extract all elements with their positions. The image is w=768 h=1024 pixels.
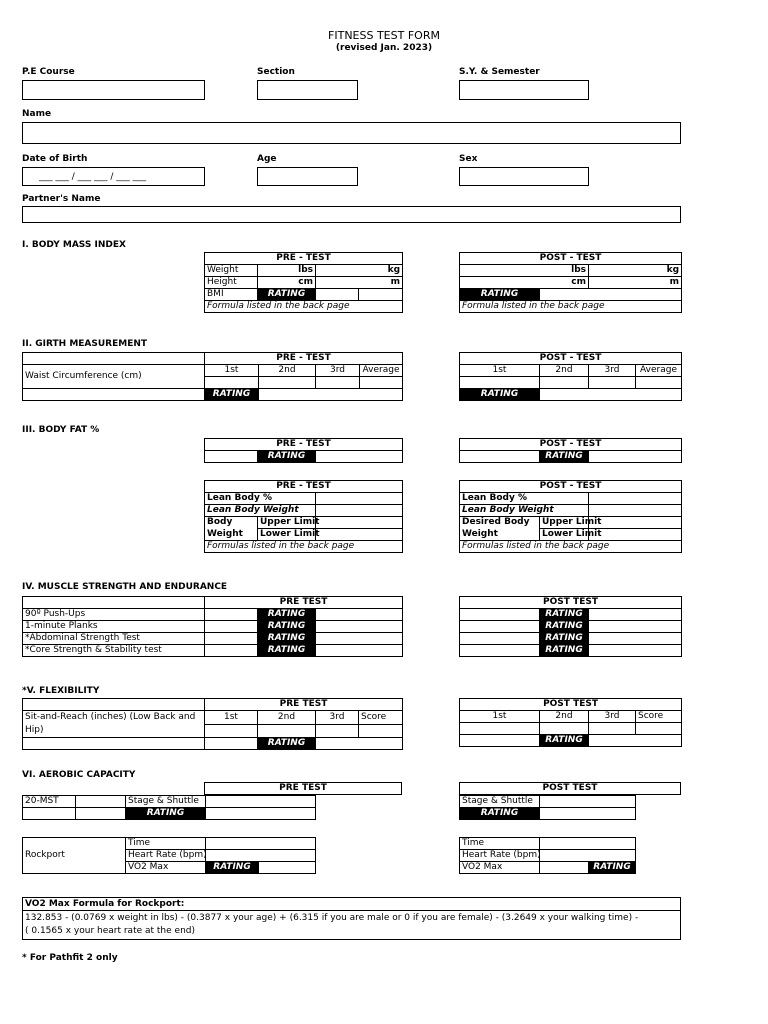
girth-cell[interactable]	[316, 377, 360, 389]
section-field[interactable]	[257, 80, 358, 100]
vo2-formula-box	[22, 897, 681, 940]
col-1st: 1st	[460, 711, 540, 723]
upper-limit-cell[interactable]	[589, 517, 682, 529]
dob-label: Date of Birth	[22, 154, 88, 164]
col-1st: 1st	[205, 365, 259, 377]
girth-cell[interactable]	[540, 377, 589, 389]
aerobic-post-header: POST TEST	[460, 783, 681, 795]
col-average: Average	[636, 365, 682, 377]
dob-field[interactable]	[22, 167, 205, 186]
rating-badge: RATING	[126, 808, 206, 820]
muscle-rating-cell[interactable]	[589, 609, 682, 621]
flex-cell[interactable]	[589, 723, 636, 735]
lean-body-weight-cell[interactable]	[589, 505, 682, 517]
girth-post-rating-cell[interactable]	[540, 389, 682, 401]
sy-semester-label: S.Y. & Semester	[459, 67, 540, 77]
heart-rate-label: Heart Rate (bpm)	[460, 850, 540, 862]
bmi-rating-cell[interactable]	[359, 289, 403, 301]
mst-cell[interactable]	[76, 796, 126, 808]
bodyfat-heading: III. BODY FAT %	[22, 425, 100, 435]
mst-rating-cell[interactable]	[206, 808, 316, 820]
col-1st: 1st	[460, 365, 540, 377]
dob-placeholder: ___ ___ / ___ ___ / ___ ___	[39, 172, 147, 182]
weight-label: Weight	[205, 529, 258, 541]
age-label: Age	[257, 154, 277, 164]
rating-badge: RATING	[205, 389, 259, 401]
bmi-post-header: POST - TEST	[460, 253, 682, 265]
rockport-pre-table	[22, 837, 316, 874]
flex-cell[interactable]	[636, 723, 682, 735]
lean-body-pct-cell[interactable]	[589, 493, 682, 505]
lean-body-pct-cell[interactable]	[316, 493, 403, 505]
col-score: Score	[636, 711, 682, 723]
mst-post-table	[459, 795, 636, 820]
rating-badge: RATING	[258, 621, 316, 633]
heart-rate-cell[interactable]	[540, 850, 636, 862]
mst-post-rating-cell[interactable]	[540, 808, 636, 820]
bmi-heading: I. BODY MASS INDEX	[22, 240, 126, 250]
muscle-post-header: POST TEST	[460, 597, 682, 609]
girth-cell[interactable]	[589, 377, 636, 389]
girth-post-table	[459, 352, 682, 401]
rating-badge: RATING	[258, 633, 316, 645]
muscle-item-label: 90º Push-Ups	[23, 609, 205, 621]
rating-badge: RATING	[206, 862, 259, 874]
rating-badge: RATING	[540, 609, 589, 621]
muscle-rating-cell[interactable]	[316, 621, 403, 633]
col-2nd: 2nd	[540, 711, 589, 723]
col-score: Score	[359, 711, 403, 725]
muscle-cell[interactable]	[205, 609, 258, 621]
rating-badge: RATING	[540, 451, 589, 463]
lbs-unit: lbs	[460, 265, 589, 277]
cm-unit: cm	[460, 277, 589, 289]
page-title: FITNESS TEST FORM	[328, 29, 440, 42]
bodyfat-cell[interactable]	[460, 451, 540, 463]
time-label: Time	[460, 838, 540, 850]
muscle-pre-table	[22, 596, 403, 657]
muscle-cell[interactable]	[205, 633, 258, 645]
vo2-max-label: VO2 Max	[126, 862, 206, 874]
muscle-cell[interactable]	[460, 609, 540, 621]
age-field[interactable]	[257, 167, 358, 186]
name-label: Name	[22, 109, 52, 119]
kg-unit: kg	[316, 265, 403, 277]
aerobic-post-header-table	[459, 782, 681, 795]
rating-badge: RATING	[460, 289, 540, 301]
rating-badge: RATING	[589, 862, 636, 874]
body-label: Body	[205, 517, 258, 529]
flex-cell[interactable]	[359, 724, 403, 738]
bodyfat-post-detail-table	[459, 480, 682, 553]
muscle-rating-cell[interactable]	[589, 621, 682, 633]
heart-rate-label: Heart Rate (bpm)	[126, 850, 206, 862]
partner-label: Partner's Name	[22, 194, 101, 204]
col-3rd: 3rd	[316, 365, 360, 377]
muscle-cell[interactable]	[460, 633, 540, 645]
kg-unit: kg	[589, 265, 682, 277]
muscle-cell[interactable]	[205, 621, 258, 633]
m-unit: m	[316, 277, 403, 289]
formula-note: Formula listed in the back page	[460, 301, 682, 313]
col-3rd: 3rd	[589, 711, 636, 723]
bmi-pre-table	[204, 252, 403, 313]
lower-limit-cell[interactable]	[316, 529, 403, 541]
girth-pre-header: PRE - TEST	[205, 353, 403, 365]
girth-cell[interactable]	[460, 377, 540, 389]
girth-cell[interactable]	[360, 377, 403, 389]
bmi-post-value-cell[interactable]	[540, 289, 682, 301]
stage-shuttle-label: Stage & Shuttle	[460, 796, 540, 808]
stage-shuttle-label: Stage & Shuttle	[126, 796, 206, 808]
time-cell[interactable]	[206, 838, 316, 850]
time-cell[interactable]	[540, 838, 636, 850]
aerobic-pre-header-table	[204, 782, 402, 795]
upper-limit-cell[interactable]	[316, 517, 403, 529]
weight-label: Weight	[205, 265, 258, 277]
upper-limit-label: Upper Limit	[540, 517, 589, 529]
muscle-rating-cell[interactable]	[316, 609, 403, 621]
mst-label: 20-MST	[23, 796, 76, 808]
flex-cell[interactable]	[205, 724, 258, 738]
sex-field[interactable]	[459, 167, 589, 186]
stage-shuttle-cell[interactable]	[540, 796, 636, 808]
girth-cell[interactable]	[636, 377, 682, 389]
flex-post-rating-cell[interactable]	[589, 735, 682, 747]
muscle-rating-cell[interactable]	[316, 645, 403, 657]
girth-rating-cell[interactable]	[259, 389, 403, 401]
muscle-cell[interactable]	[205, 645, 258, 657]
muscle-rating-cell[interactable]	[589, 633, 682, 645]
flex-cell[interactable]	[316, 724, 359, 738]
bodyfat-pre-header: PRE - TEST	[205, 439, 403, 451]
girth-heading: II. GIRTH MEASUREMENT	[22, 339, 148, 349]
vo2-formula-line1: 132.853 - (0.0769 x weight in lbs) - (0.3877 x your age) + (6.315 if you are male or 0 if you are female) - (3.2649 x your walking time) -	[25, 913, 639, 923]
lower-limit-cell[interactable]	[589, 529, 682, 541]
pe-course-label: P.E Course	[22, 67, 75, 77]
aerobic-heading: VI. AEROBIC CAPACITY	[22, 770, 136, 780]
bodyfat-detail-pre-header: PRE - TEST	[205, 481, 403, 493]
footnote: * For Pathfit 2 only	[22, 953, 118, 963]
vo2-formula-heading: VO2 Max Formula for Rockport:	[25, 899, 185, 909]
pe-course-field[interactable]	[22, 80, 205, 100]
col-3rd: 3rd	[589, 365, 636, 377]
rating-badge: RATING	[460, 808, 540, 820]
bodyfat-rating-cell[interactable]	[316, 451, 403, 463]
lbs-unit: lbs	[258, 265, 316, 277]
bmi-pre-header: PRE - TEST	[205, 253, 403, 265]
muscle-post-table	[459, 596, 682, 657]
rating-badge: RATING	[258, 738, 316, 750]
bmi-label: BMI	[205, 289, 258, 301]
vo2-rating-cell[interactable]	[259, 862, 316, 874]
name-field[interactable]	[22, 122, 681, 144]
muscle-cell[interactable]	[460, 621, 540, 633]
lower-limit-label: Lower Limit	[258, 529, 316, 541]
lean-body-weight-cell[interactable]	[316, 505, 403, 517]
col-1st: 1st	[205, 711, 258, 725]
rating-badge: RATING	[258, 645, 316, 657]
girth-cell[interactable]	[205, 377, 259, 389]
rating-badge: RATING	[258, 289, 316, 301]
aerobic-pre-header: PRE TEST	[205, 783, 402, 795]
heart-rate-cell[interactable]	[206, 850, 316, 862]
muscle-pre-header: PRE TEST	[205, 597, 403, 609]
m-unit: m	[589, 277, 682, 289]
rating-badge: RATING	[460, 389, 540, 401]
flex-pre-header: PRE TEST	[205, 699, 403, 711]
bodyfat-pre-detail-table	[204, 480, 403, 553]
flex-post-header: POST TEST	[460, 699, 682, 711]
lean-body-weight-label: Lean Body Weight	[205, 505, 316, 517]
bodyfat-detail-post-header: POST - TEST	[460, 481, 682, 493]
rating-badge: RATING	[540, 735, 589, 747]
page-subtitle: (revised Jan. 2023)	[335, 43, 433, 53]
bmi-post-table	[459, 252, 682, 313]
sex-label: Sex	[459, 154, 478, 164]
bodyfat-cell[interactable]	[205, 451, 258, 463]
partner-field[interactable]	[22, 206, 681, 223]
formulas-note: Formulas listed in the back page	[205, 541, 403, 553]
mst-pre-table	[22, 795, 316, 820]
sy-semester-field[interactable]	[459, 80, 589, 100]
flex-pre-table	[22, 698, 403, 750]
flex-cell[interactable]	[460, 723, 540, 735]
lean-body-pct-label: Lean Body %	[460, 493, 589, 505]
muscle-rating-cell[interactable]	[589, 645, 682, 657]
girth-post-header: POST - TEST	[460, 353, 682, 365]
flex-post-table	[459, 698, 682, 747]
col-2nd: 2nd	[259, 365, 316, 377]
muscle-item-label: *Abdominal Strength Test	[23, 633, 205, 645]
girth-pre-table	[22, 352, 403, 401]
stage-shuttle-cell[interactable]	[206, 796, 316, 808]
bodyfat-pre-rating-table	[204, 438, 403, 463]
bodyfat-post-header: POST - TEST	[460, 439, 682, 451]
bodyfat-post-rating-table	[459, 438, 682, 463]
muscle-cell[interactable]	[460, 645, 540, 657]
muscle-item-label: *Core Strength & Stability test	[23, 645, 205, 657]
cm-unit: cm	[258, 277, 316, 289]
lean-body-pct-label: Lean Body %	[205, 493, 316, 505]
lean-body-weight-label: Lean Body Weight	[460, 505, 589, 517]
vo2-cell[interactable]	[540, 862, 589, 874]
rockport-post-table	[459, 837, 636, 874]
rating-badge: RATING	[540, 621, 589, 633]
col-3rd: 3rd	[316, 711, 359, 725]
rating-badge: RATING	[258, 609, 316, 621]
time-label: Time	[126, 838, 206, 850]
girth-cell[interactable]	[259, 377, 316, 389]
vo2-max-label: VO2 Max	[460, 862, 540, 874]
height-label: Height	[205, 277, 258, 289]
flex-heading: *V. FLEXIBILITY	[22, 686, 100, 696]
rating-badge: RATING	[258, 451, 316, 463]
rating-badge: RATING	[540, 645, 589, 657]
upper-limit-label: Upper Limit	[258, 517, 316, 529]
muscle-item-label: 1-minute Planks	[23, 621, 205, 633]
section-label: Section	[257, 67, 295, 77]
flex-cell[interactable]	[258, 724, 316, 738]
col-average: Average	[360, 365, 403, 377]
bodyfat-rating-cell[interactable]	[589, 451, 682, 463]
col-2nd: 2nd	[258, 711, 316, 725]
flex-rating-cell[interactable]	[316, 738, 403, 750]
bmi-value-cell[interactable]	[316, 289, 359, 301]
rockport-label: Rockport	[23, 838, 126, 874]
rating-badge: RATING	[540, 633, 589, 645]
weight-label: Weight	[460, 529, 540, 541]
flex-cell[interactable]	[540, 723, 589, 735]
waist-label: Waist Circumference (cm)	[23, 365, 205, 389]
muscle-rating-cell[interactable]	[316, 633, 403, 645]
sit-reach-label: Sit-and-Reach (inches) (Low Back and Hip)	[23, 711, 205, 738]
lower-limit-label: Lower Limit	[540, 529, 589, 541]
muscle-heading: IV. MUSCLE STRENGTH AND ENDURANCE	[22, 582, 228, 592]
col-2nd: 2nd	[540, 365, 589, 377]
formula-note: Formula listed in the back page	[205, 301, 403, 313]
desired-body-label: Desired Body	[460, 517, 540, 529]
vo2-formula-line2: ( 0.1565 x your heart rate at the end)	[25, 926, 195, 936]
formulas-note: Formulas listed in the back page	[460, 541, 682, 553]
